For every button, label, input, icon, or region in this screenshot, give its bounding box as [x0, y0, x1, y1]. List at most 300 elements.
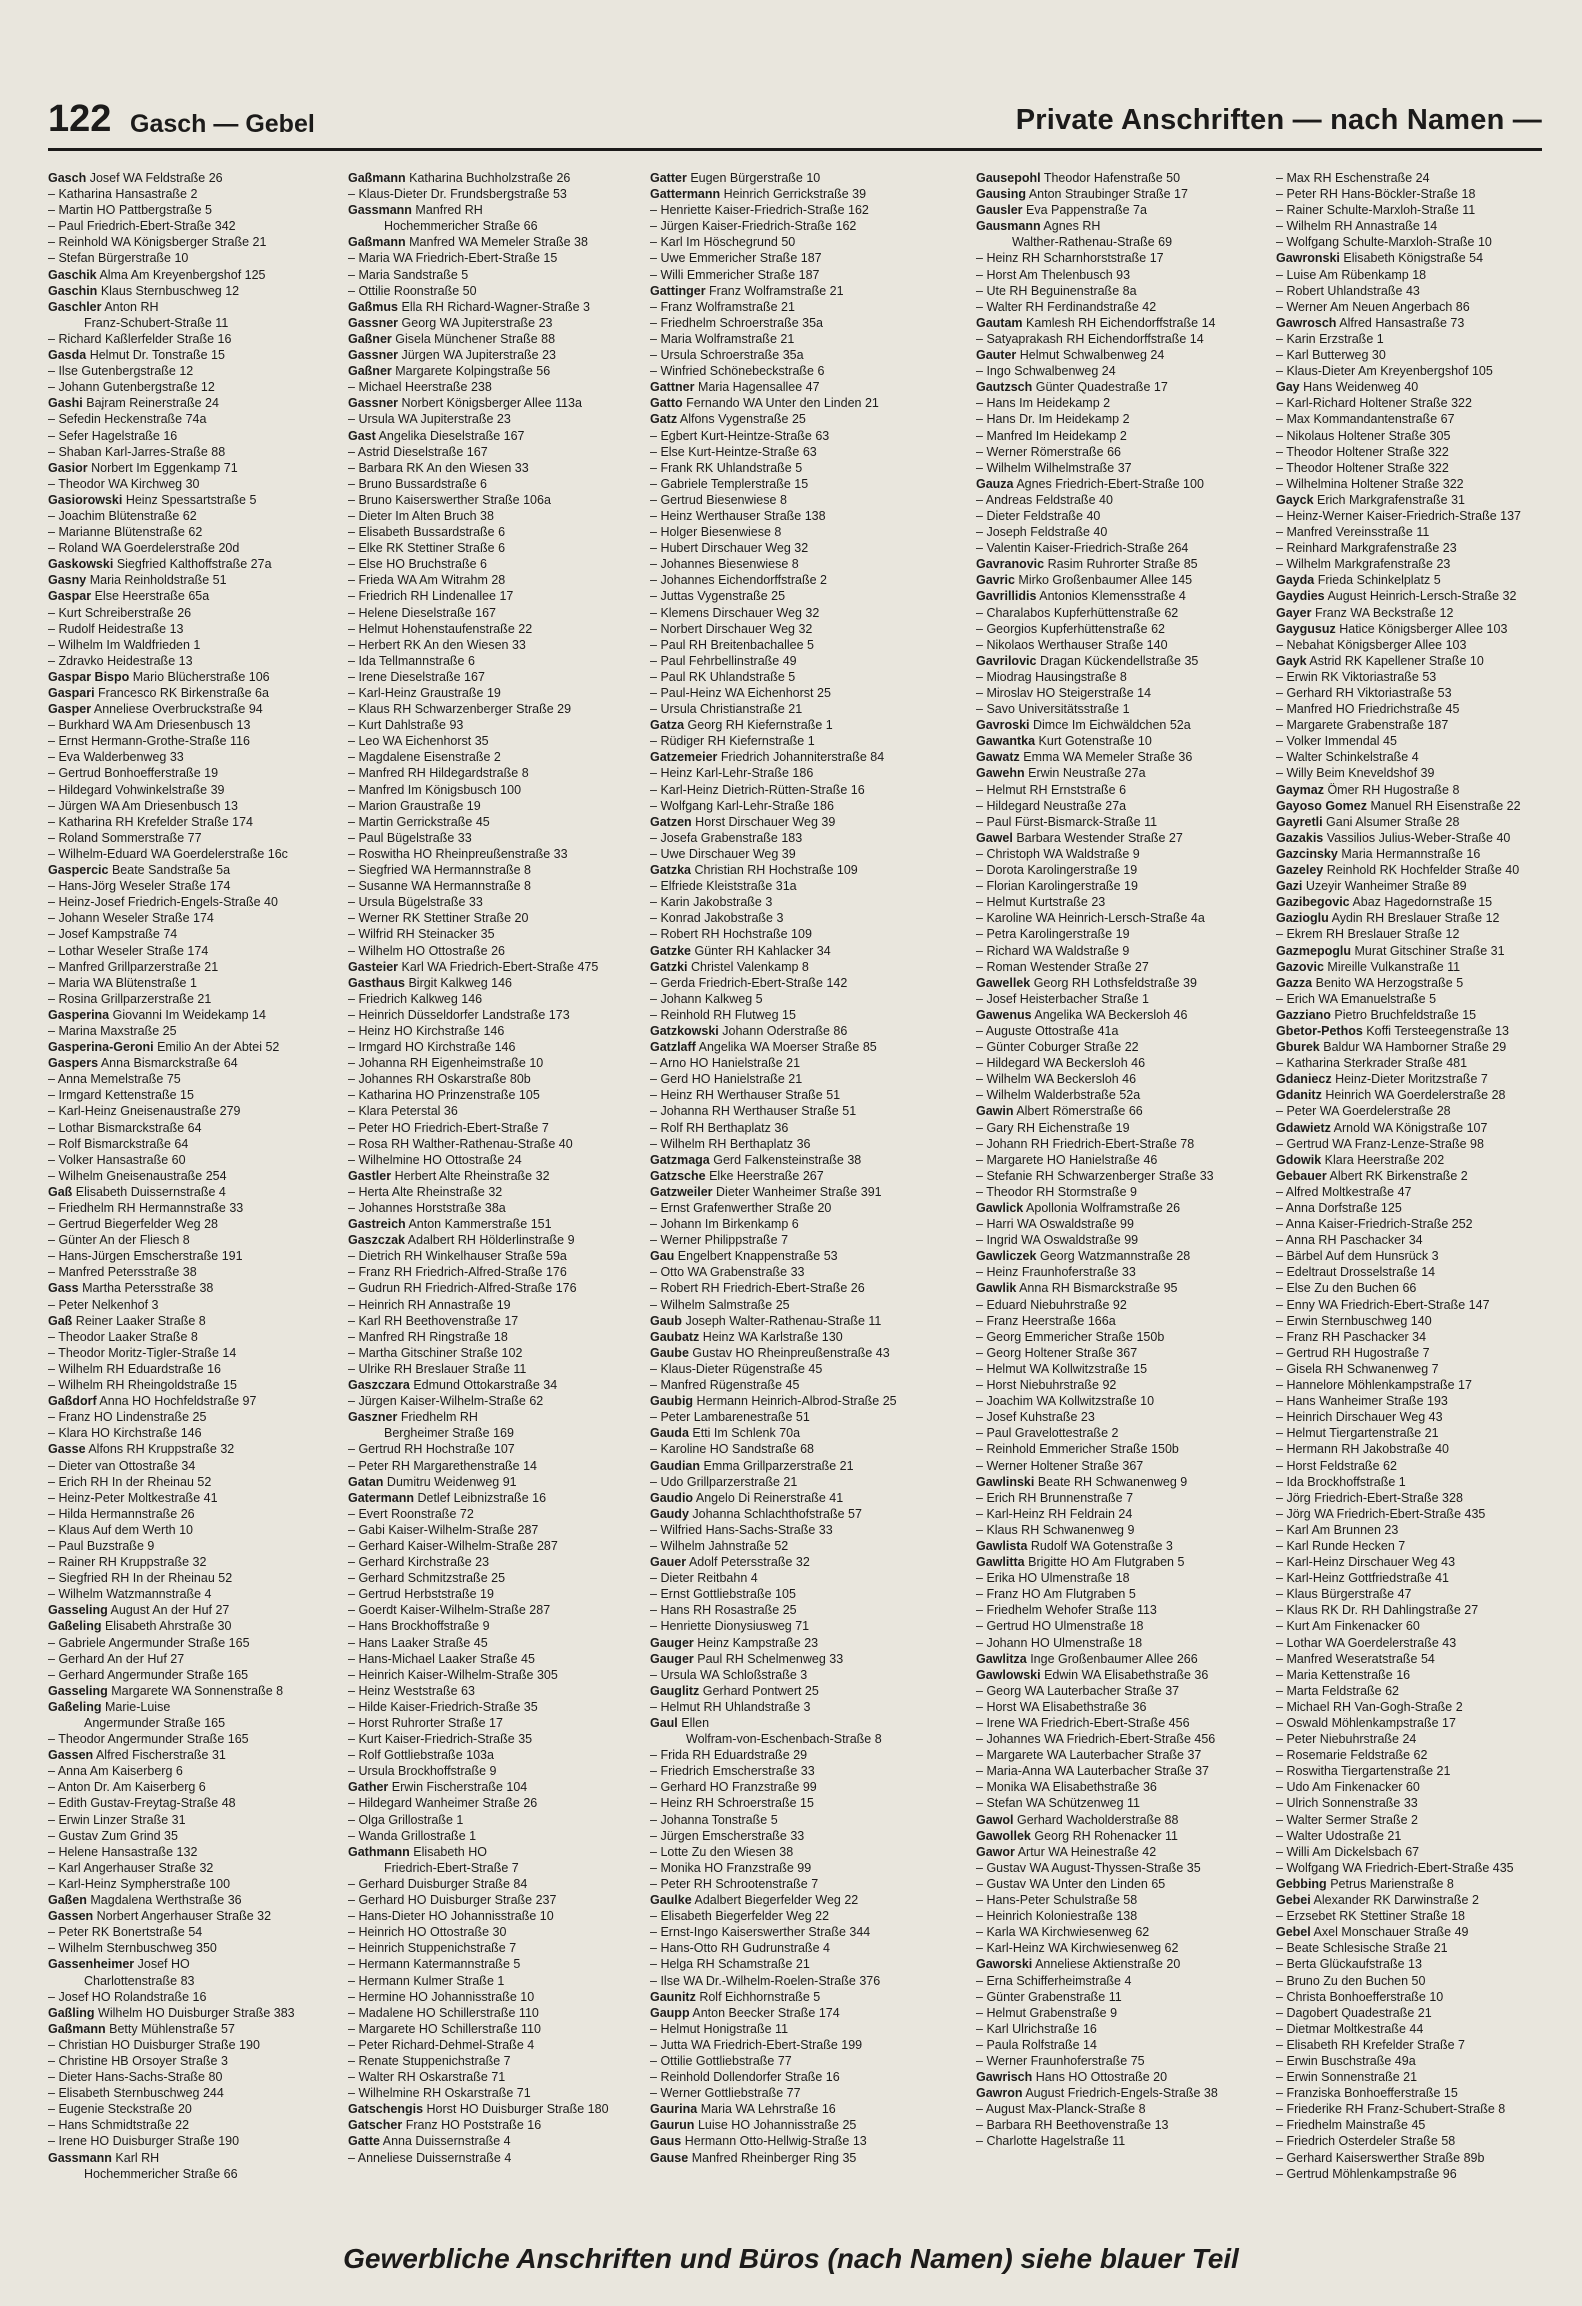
entry-surname: Gaßmann [348, 171, 406, 185]
entry-details: Valentin Kaiser-Friedrich-Straße 264 [986, 541, 1189, 556]
directory-entry [1276, 669, 1542, 685]
entry-details: Rosa RH Walther-Rathenau-Straße 40 [358, 1136, 573, 1151]
directory-entry [1276, 315, 1542, 331]
entry-details: Rainer Schulte-Marxloh-Straße 11 [1286, 203, 1476, 218]
directory-entry [650, 2150, 1010, 2166]
directory-entry [650, 1313, 1010, 1329]
directory-entry [650, 1651, 1010, 1667]
directory-entry [1276, 1441, 1542, 1457]
entry-details: Willi Am Dickelsbach 67 [1286, 1844, 1420, 1859]
entry-details: Paul RH Schelmenweg 33 [697, 1651, 844, 1666]
directory-entry [650, 910, 1010, 926]
entry-details: Heinz WA Karlstraße 130 [702, 1329, 843, 1344]
directory-entry [650, 1538, 1010, 1554]
entry-surname: Gawellek [976, 975, 1031, 990]
entry-surname: Gawenus [976, 1007, 1032, 1022]
directory-entry [650, 894, 1010, 910]
entry-details: Dieter Hans-Sachs-Straße 80 [58, 2070, 223, 2085]
entry-surname: Gaschler [48, 299, 102, 314]
entry-details: Anna Kaiser-Friedrich-Straße 252 [1285, 1217, 1473, 1232]
entry-details: Christine HB Orsoyer Straße 3 [58, 2053, 228, 2068]
entry-details: Margarete WA Lauterbacher Straße 37 [986, 1748, 1202, 1763]
entry-details: Willi Emmericher Straße 187 [660, 267, 820, 282]
entry-details: Paul Bügelstraße 33 [358, 830, 472, 845]
directory-entry [650, 878, 1010, 894]
entry-details: Johannes Eichendorffstraße 2 [660, 573, 827, 588]
entry-details: Else Heerstraße 65a [94, 589, 210, 604]
entry-details: Max Kommandantenstraße 67 [1286, 412, 1455, 427]
entry-details: Heinrich Koloniestraße 138 [986, 1909, 1138, 1924]
entry-details: Wolfgang Schulte-Marxloh-Straße 10 [1286, 235, 1492, 250]
entry-details: Fernando WA Unter den Linden 21 [686, 396, 879, 411]
entry-details: Charlotte Hagelstraße 11 [986, 2134, 1126, 2149]
directory-entry [650, 492, 1010, 508]
entry-details: Gerd Falkensteinstraße 38 [713, 1152, 862, 1167]
entry-details: Horst Ruhrorter Straße 17 [358, 1716, 503, 1730]
entry-details: Edith Gustav-Freytag-Straße 48 [58, 1796, 236, 1811]
directory-entry [1276, 1779, 1542, 1795]
entry-surname: Gaspar [48, 589, 92, 604]
entry-surname: Gausmann [976, 219, 1041, 234]
entry-details: Maria Kettenstraße 16 [1286, 1667, 1411, 1682]
directory-entry [650, 428, 1010, 444]
entry-details: Heinrich Düsseldorfer Landstraße 173 [358, 1007, 570, 1022]
entry-details: Gertrud Herbststraße 19 [358, 1587, 494, 1602]
entry-details: Elke Heerstraße 267 [709, 1168, 824, 1183]
entry-details: Irmgard Kettenstraße 15 [58, 1088, 194, 1103]
entry-details: Dietrich RH Winkelhauser Straße 59a [358, 1249, 567, 1264]
entry-details: Aydin RH Breslauer Straße 12 [1331, 911, 1500, 926]
entry-details: Heinz-Peter Moltkestraße 41 [58, 1490, 218, 1505]
entry-details: Theodor Holtener Straße 322 [1286, 460, 1449, 475]
entry-details: Michael Heerstraße 238 [358, 380, 492, 395]
entry-details: Erich RH Brunnenstraße 7 [986, 1490, 1134, 1505]
entry-details: Ingo Schwalbenweg 24 [986, 364, 1116, 379]
entry-surname: Gatscher [348, 2118, 403, 2133]
entry-details: Alfons RH Kruppstraße 32 [88, 1442, 235, 1457]
directory-column-5 [1276, 170, 1542, 2240]
directory-entry [1276, 234, 1542, 250]
entry-details: Erwin Fischerstraße 104 [391, 1780, 528, 1795]
directory-entry [1276, 186, 1542, 202]
entry-details: Renate Stuppenichstraße 7 [358, 2053, 511, 2068]
entry-details: Theodor Holtener Straße 322 [1286, 444, 1449, 459]
entry-details: Erich RH In der Rheinau 52 [58, 1474, 212, 1489]
entry-surname: Gaspari [48, 686, 95, 700]
entry-details: Ursula Bügelstraße 33 [358, 895, 483, 910]
entry-details: Arnold WA Königstraße 107 [1333, 1120, 1488, 1135]
entry-details: Heinrich Dirschauer Weg 43 [1286, 1410, 1443, 1425]
directory-entry [650, 765, 1010, 781]
entry-details: Luise Am Rübenkamp 18 [1286, 267, 1427, 282]
entry-surname: Gassmann [48, 2150, 112, 2165]
entry-details: Ilse Gutenbergstraße 12 [58, 364, 194, 379]
entry-details: Erwin Linzer Straße 31 [58, 1812, 186, 1827]
entry-details: Gertrud Bonhoefferstraße 19 [58, 766, 219, 781]
entry-surname: Gaßen [48, 1893, 87, 1908]
directory-entry [1276, 428, 1542, 444]
entry-details: Horst Niebuhrstraße 92 [986, 1378, 1117, 1393]
directory-entry [1276, 637, 1542, 653]
entry-details: Gerhard Wacholderstraße 88 [1017, 1812, 1179, 1827]
entry-details: Georgios Kupferhüttenstraße 62 [986, 621, 1166, 636]
entry-surname: Gauer [650, 1555, 687, 1570]
entry-details: Axel Monschauer Straße 49 [1313, 1925, 1469, 1940]
directory-entry [1276, 798, 1542, 814]
entry-surname: Gayda [1276, 573, 1315, 588]
directory-entry [650, 1184, 1010, 1200]
entry-surname: Gather [348, 1780, 389, 1795]
entry-surname: Gassenheimer [48, 1957, 135, 1972]
entry-details: Roman Westender Straße 27 [986, 959, 1149, 974]
entry-details: Karl-Richard Holtener Straße 322 [1286, 396, 1472, 411]
entry-details: Hans Wanheimer Straße 193 [1286, 1394, 1448, 1409]
entry-details: Hans Schmidtstraße 22 [58, 2118, 190, 2133]
directory-entry [1276, 1586, 1542, 1602]
directory-entry [1276, 202, 1542, 218]
entry-surname: Gbetor-Pethos [1276, 1023, 1363, 1038]
entry-details: Werner Römerstraße 66 [986, 444, 1121, 459]
entry-surname: Gay [1276, 380, 1300, 395]
entry-surname: Gaygusuz [1276, 621, 1336, 636]
entry-details: Wilhelm Gneisenaustraße 254 [58, 1168, 227, 1183]
directory-entry [1276, 1602, 1542, 1618]
entry-surname: Gatzki [650, 959, 688, 974]
entry-details: Roland WA Goerdelerstraße 20d [58, 541, 240, 556]
directory-entry [1276, 1345, 1542, 1361]
entry-details: Erika HO Ulmenstraße 18 [986, 1571, 1130, 1586]
entry-surname: Gaspar Bispo [48, 669, 130, 684]
entry-details: Johann HO Ulmenstraße 18 [986, 1635, 1143, 1650]
entry-surname: Gaunitz [650, 1989, 696, 2004]
entry-details: Georg Emmericher Straße 150b [986, 1329, 1165, 1344]
directory-entry [1276, 1232, 1542, 1248]
entry-details: Wilhelm-Eduard WA Goerdelerstraße 16c [58, 846, 288, 861]
entry-details: Karin Erzstraße 1 [1286, 331, 1384, 346]
entry-surname: Gasse [48, 1442, 86, 1457]
entry-continuation: Angermunder Straße 165 [84, 1716, 226, 1730]
entry-details: Wilhelmine RH Oskarstraße 71 [358, 2086, 531, 2101]
directory-entry [1276, 1152, 1542, 1168]
entry-details: Alexander RK Darwinstraße 2 [1313, 1893, 1479, 1908]
entry-details: Inge Großenbaumer Allee 266 [1030, 1651, 1198, 1666]
entry-details: Florian Karolingerstraße 19 [986, 879, 1138, 894]
entry-surname: Gausing [976, 187, 1027, 202]
entry-details: Juttas Vygenstraße 25 [660, 589, 786, 604]
entry-details: Friedhelm Wehofer Straße 113 [986, 1603, 1157, 1618]
entry-continuation: Bergheimer Straße 169 [384, 1426, 514, 1441]
entry-details: Horst HO Duisburger Straße 180 [426, 2102, 609, 2117]
entry-surname: Gatzmaga [650, 1152, 710, 1167]
directory-entry [1276, 1699, 1542, 1715]
entry-details: Ernst Gottliebstraße 105 [660, 1587, 796, 1602]
entry-details: Gustav HO Rheinpreußenstraße 43 [692, 1345, 890, 1360]
directory-entry [650, 1103, 1010, 1119]
entry-details: Ida Tellmannstraße 6 [358, 653, 475, 668]
entry-details: Rasim Ruhrorter Straße 85 [1047, 557, 1198, 572]
directory-entry [1276, 1136, 1542, 1152]
entry-details: Erwin Neustraße 27a [1028, 766, 1146, 781]
entry-details: Helmut Hohenstaufenstraße 22 [358, 621, 533, 636]
entry-details: Bärbel Auf dem Hunsrück 3 [1286, 1249, 1439, 1264]
directory-entry [1276, 1409, 1542, 1425]
entry-details: Hans-Jürgen Emscherstraße 191 [58, 1249, 243, 1264]
entry-details: Günter Coburger Straße 22 [986, 1040, 1139, 1055]
directory-entry [650, 621, 1010, 637]
entry-details: Johanna Tonstraße 5 [660, 1812, 778, 1827]
entry-surname: Gasseling [48, 1603, 108, 1618]
entry-surname: Gaßdorf [48, 1394, 97, 1409]
directory-entry [1276, 1280, 1542, 1296]
entry-details: Marta Feldstraße 62 [1286, 1683, 1399, 1698]
entry-details: Bruno Zu den Buchen 50 [1286, 1973, 1426, 1988]
directory-entry [1276, 588, 1542, 604]
entry-details: Hildegard Wanheimer Straße 26 [358, 1796, 538, 1811]
entry-surname: Gawol [976, 1812, 1014, 1827]
entry-surname: Gawlista [976, 1538, 1028, 1553]
entry-surname: Gattner [650, 380, 695, 395]
entry-surname: Gawliczek [976, 1249, 1037, 1264]
directory-entry [650, 1667, 1010, 1683]
directory-entry [650, 1264, 1010, 1280]
entry-details: Reinhold RK Hochfelder Straße 40 [1326, 863, 1520, 878]
entry-details: Manfred Rügenstraße 45 [660, 1378, 800, 1393]
entry-details: Margarete Kolpingstraße 56 [395, 364, 551, 379]
entry-details: Andreas Feldstraße 40 [985, 492, 1113, 507]
entry-details: Manfred Vereinsstraße 11 [1286, 525, 1430, 540]
entry-details: Albert Römerstraße 66 [1016, 1104, 1143, 1119]
directory-entry [650, 733, 1010, 749]
entry-details: Christian HO Duisburger Straße 190 [58, 2037, 260, 2052]
directory-entry [1276, 524, 1542, 540]
entry-details: Angelika WA Beckersloh 46 [1034, 1007, 1188, 1022]
entry-surname: Gawin [976, 1104, 1014, 1119]
entry-details: Johanna Schlachthofstraße 57 [692, 1506, 862, 1521]
entry-surname: Gayer [1276, 605, 1312, 620]
directory-entry [650, 1828, 1010, 1844]
directory-entry [650, 379, 1010, 395]
entry-details: Manfred RH Hildegardstraße 8 [358, 766, 529, 781]
entry-details: Auguste Ottostraße 41a [985, 1023, 1119, 1038]
entry-details: Frieda WA Am Witrahm 28 [358, 573, 506, 588]
directory-entry [1276, 2166, 1542, 2182]
entry-details: Hans-Jörg Weseler Straße 174 [58, 879, 231, 894]
entry-surname: Gasperina [48, 1007, 110, 1022]
entry-surname: Gaurun [650, 2118, 695, 2133]
entry-details: Reinhold Emmericher Straße 150b [986, 1442, 1179, 1457]
entry-surname: Gdowik [1276, 1152, 1322, 1167]
entry-surname: Gawron [976, 2086, 1023, 2101]
directory-entry [1276, 379, 1542, 395]
directory-entry [1276, 782, 1542, 798]
entry-details: Josefa Grabenstraße 183 [660, 830, 803, 845]
directory-entry [1276, 395, 1542, 411]
entry-surname: Gazziano [1276, 1007, 1331, 1022]
entry-continuation: Friedrich-Ebert-Straße 7 [384, 1860, 519, 1875]
entry-details: Sefedin Heckenstraße 74a [58, 412, 207, 427]
directory-entry [650, 1248, 1010, 1264]
directory-entry [650, 331, 1010, 347]
entry-details: Erna Schifferheimstraße 4 [986, 1973, 1132, 1988]
entry-details: Gabi Kaiser-Wilhelm-Straße 287 [358, 1522, 539, 1537]
entry-details: Maria WA Blütenstraße 1 [58, 975, 197, 990]
entry-details: Heinrich HO Ottostraße 30 [358, 1925, 507, 1940]
directory-entry [650, 460, 1010, 476]
entry-details: Helmut Grabenstraße 9 [986, 2005, 1118, 2020]
entry-details: Helga RH Schamstraße 21 [660, 1957, 810, 1972]
entry-details: Gani Alsumer Straße 28 [1326, 814, 1460, 829]
entry-details: Paula Rolfstraße 14 [986, 2037, 1097, 2052]
entry-surname: Gasperina-Geroni [48, 1040, 154, 1055]
directory-columns [48, 170, 1542, 2240]
entry-details: Klaus-Dieter Dr. Frundsbergstraße 53 [358, 187, 567, 202]
entry-details: Engelbert Knappenstraße 53 [677, 1249, 838, 1264]
entry-details: Gerhard HO Duisburger Straße 237 [358, 1893, 557, 1908]
entry-surname: Gaßling [48, 2005, 95, 2020]
directory-entry [1276, 1908, 1542, 1924]
entry-details: Barbara RH Beethovenstraße 13 [986, 2118, 1169, 2133]
entry-continuation: Wolfram-von-Eschenbach-Straße 8 [686, 1732, 882, 1747]
entry-details: Helmut Schwalbenweg 24 [1019, 348, 1165, 363]
entry-details: Eva Pappenstraße 7a [1026, 203, 1147, 218]
entry-details: Hermann Heinrich-Albrod-Straße 25 [696, 1394, 897, 1409]
entry-details: Franz Heerstraße 166a [986, 1313, 1116, 1328]
directory-entry [1276, 862, 1542, 878]
entry-details: Erich WA Emanuelstraße 5 [1286, 991, 1437, 1006]
entry-details: Hans-Peter Schulstraße 58 [986, 1893, 1138, 1908]
entry-details: Roswitha HO Rheinpreußenstraße 33 [358, 846, 568, 861]
entry-surname: Gaßner [348, 364, 392, 379]
directory-entry [1276, 170, 1542, 186]
entry-details: Hans HO Ottostraße 20 [1035, 2070, 1168, 2085]
entry-continuation: Charlottenstraße 83 [84, 1973, 195, 1988]
entry-surname: Gawehn [976, 766, 1025, 781]
directory-entry [650, 1876, 1010, 1892]
entry-details: Hans-Michael Laaker Straße 45 [358, 1651, 535, 1666]
entry-details: Heinz-Dieter Moritzstraße 7 [1335, 1072, 1488, 1087]
entry-details: Helene Hansastraße 132 [58, 1844, 198, 1859]
entry-details: Ursula WA Jupiterstraße 23 [358, 412, 511, 427]
entry-details: Manfred Weseratstraße 54 [1286, 1651, 1435, 1666]
directory-entry [1276, 878, 1542, 894]
entry-details: Lothar WA Goerdelerstraße 43 [1286, 1635, 1457, 1650]
entry-details: Alfred Hansastraße 73 [1339, 315, 1465, 330]
entry-surname: Gautam [976, 315, 1023, 330]
entry-details: Oswald Möhlenkampstraße 17 [1286, 1716, 1456, 1730]
directory-entry [650, 717, 1010, 733]
entry-details: Katharina Hansastraße 2 [58, 187, 198, 202]
entry-details: Theodor WA Kirchweg 30 [58, 476, 200, 491]
entry-details: Elke RK Stettiner Straße 6 [358, 541, 506, 556]
entry-details: Kurt Schreiberstraße 26 [58, 605, 192, 620]
entry-details: Karl WA Friedrich-Ebert-Straße 475 [401, 959, 599, 974]
entry-surname: Gaudian [650, 1458, 701, 1473]
entry-details: Richard WA Waldstraße 9 [986, 943, 1130, 958]
entry-details: Ursula Brockhoffstraße 9 [358, 1764, 497, 1779]
entry-details: Christian RH Hochstraße 109 [694, 863, 858, 878]
directory-entry [650, 1409, 1010, 1425]
entry-details: Gertrud RH Hochstraße 107 [358, 1442, 515, 1457]
entry-surname: Gauter [976, 348, 1017, 363]
entry-details: Wilhelm RH Eduardstraße 16 [58, 1361, 221, 1376]
entry-details: Christoph WA Waldstraße 9 [986, 846, 1140, 861]
entry-details: Georg RH Kiefernstraße 1 [687, 718, 833, 733]
entry-details: Stefan Bürgerstraße 10 [58, 251, 189, 266]
directory-entry [650, 1216, 1010, 1232]
entry-details: Hermann Otto-Hellwig-Straße 13 [684, 2134, 867, 2149]
entry-details: Baldur WA Hamborner Straße 29 [1323, 1040, 1507, 1055]
entry-details: Jutta WA Friedrich-Ebert-Straße 199 [660, 2037, 863, 2052]
entry-details: Friedrich Kalkweg 146 [358, 991, 483, 1006]
entry-details: Werner Am Neuen Angerbach 86 [1286, 299, 1470, 314]
entry-details: Wilhelm Watzmannstraße 4 [58, 1587, 212, 1602]
entry-details: Egbert Kurt-Heintze-Straße 63 [660, 428, 830, 443]
entry-details: Heinz Karl-Lehr-Straße 186 [660, 766, 814, 781]
entry-details: Ernst Hermann-Grothe-Straße 116 [58, 734, 250, 749]
entry-details: Edeltraut Drosselstraße 14 [1286, 1265, 1436, 1280]
entry-details: Helmut Tiergartenstraße 21 [1286, 1426, 1439, 1441]
entry-details: Katharina RH Krefelder Straße 174 [58, 814, 253, 829]
directory-entry [1276, 1618, 1542, 1634]
directory-entry [1276, 1795, 1542, 1811]
entry-details: Karl Angerhauser Straße 32 [58, 1860, 214, 1875]
entry-details: Beate Schlesische Straße 21 [1286, 1941, 1448, 1956]
directory-entry [1276, 685, 1542, 701]
entry-details: Elisabeth Bussardstraße 6 [358, 525, 506, 540]
entry-details: Jörg Friedrich-Ebert-Straße 328 [1286, 1490, 1463, 1505]
entry-details: Joachim WA Kollwitzstraße 10 [986, 1394, 1155, 1409]
entry-surname: Gass [48, 1281, 79, 1296]
entry-surname: Gauger [650, 1635, 694, 1650]
entry-surname: Gawrosch [1276, 315, 1337, 330]
entry-surname: Gaulke [650, 1893, 692, 1908]
directory-entry [1276, 975, 1542, 991]
entry-details: Alfred Moltkestraße 47 [1285, 1184, 1412, 1199]
entry-details: Johann Oderstraße 86 [722, 1023, 848, 1038]
footer-note: Gewerbliche Anschriften und Büros (nach Namen) siehe blauer Teil [343, 2243, 1239, 2274]
entry-surname: Gassner [348, 396, 399, 411]
entry-details: Heinz RH Werthauser Straße 51 [660, 1088, 841, 1103]
directory-entry [650, 605, 1010, 621]
entry-details: Christa Bonhoefferstraße 10 [1286, 1989, 1444, 2004]
directory-entry [650, 1168, 1010, 1184]
entry-details: Karl RH [115, 2150, 160, 2165]
entry-details: Johannes Horststraße 38a [358, 1201, 506, 1215]
entry-continuation: Hochemmericher Straße 66 [84, 2166, 238, 2181]
entry-details: Gisela RH Schwanenweg 7 [1286, 1361, 1439, 1376]
entry-details: Wilhelm HO Duisburger Straße 383 [98, 2005, 295, 2020]
directory-entry [1276, 1522, 1542, 1538]
entry-details: Hilde Kaiser-Friedrich-Straße 35 [358, 1699, 538, 1714]
entry-details: Reinhold Dollendorfer Straße 16 [660, 2070, 840, 2085]
entry-surname: Gavrillidis [976, 589, 1037, 604]
entry-surname: Gastler [348, 1168, 392, 1183]
entry-details: Martha Gitschiner Straße 102 [358, 1345, 523, 1360]
entry-surname: Gattermann [650, 187, 721, 202]
entry-details: Bajram Reinerstraße 24 [86, 396, 219, 411]
directory-entry [650, 1618, 1010, 1634]
entry-details: Elfriede Kleiststraße 31a [660, 879, 797, 894]
entry-details: Uzeyir Wanheimer Straße 89 [1305, 879, 1467, 894]
entry-details: Friedhelm RH [400, 1410, 478, 1425]
entry-surname: Gatermann [348, 1490, 414, 1505]
directory-entry [1276, 621, 1542, 637]
entry-details: Konrad Jakobstraße 3 [660, 911, 784, 926]
entry-details: Gertrud Biesenwiese 8 [660, 492, 787, 507]
entry-details: Georg WA Jupiterstraße 23 [401, 315, 553, 330]
entry-details: Robert RH Friedrich-Ebert-Straße 26 [660, 1281, 865, 1296]
entry-details: Wilhelm Salmstraße 25 [660, 1297, 790, 1312]
